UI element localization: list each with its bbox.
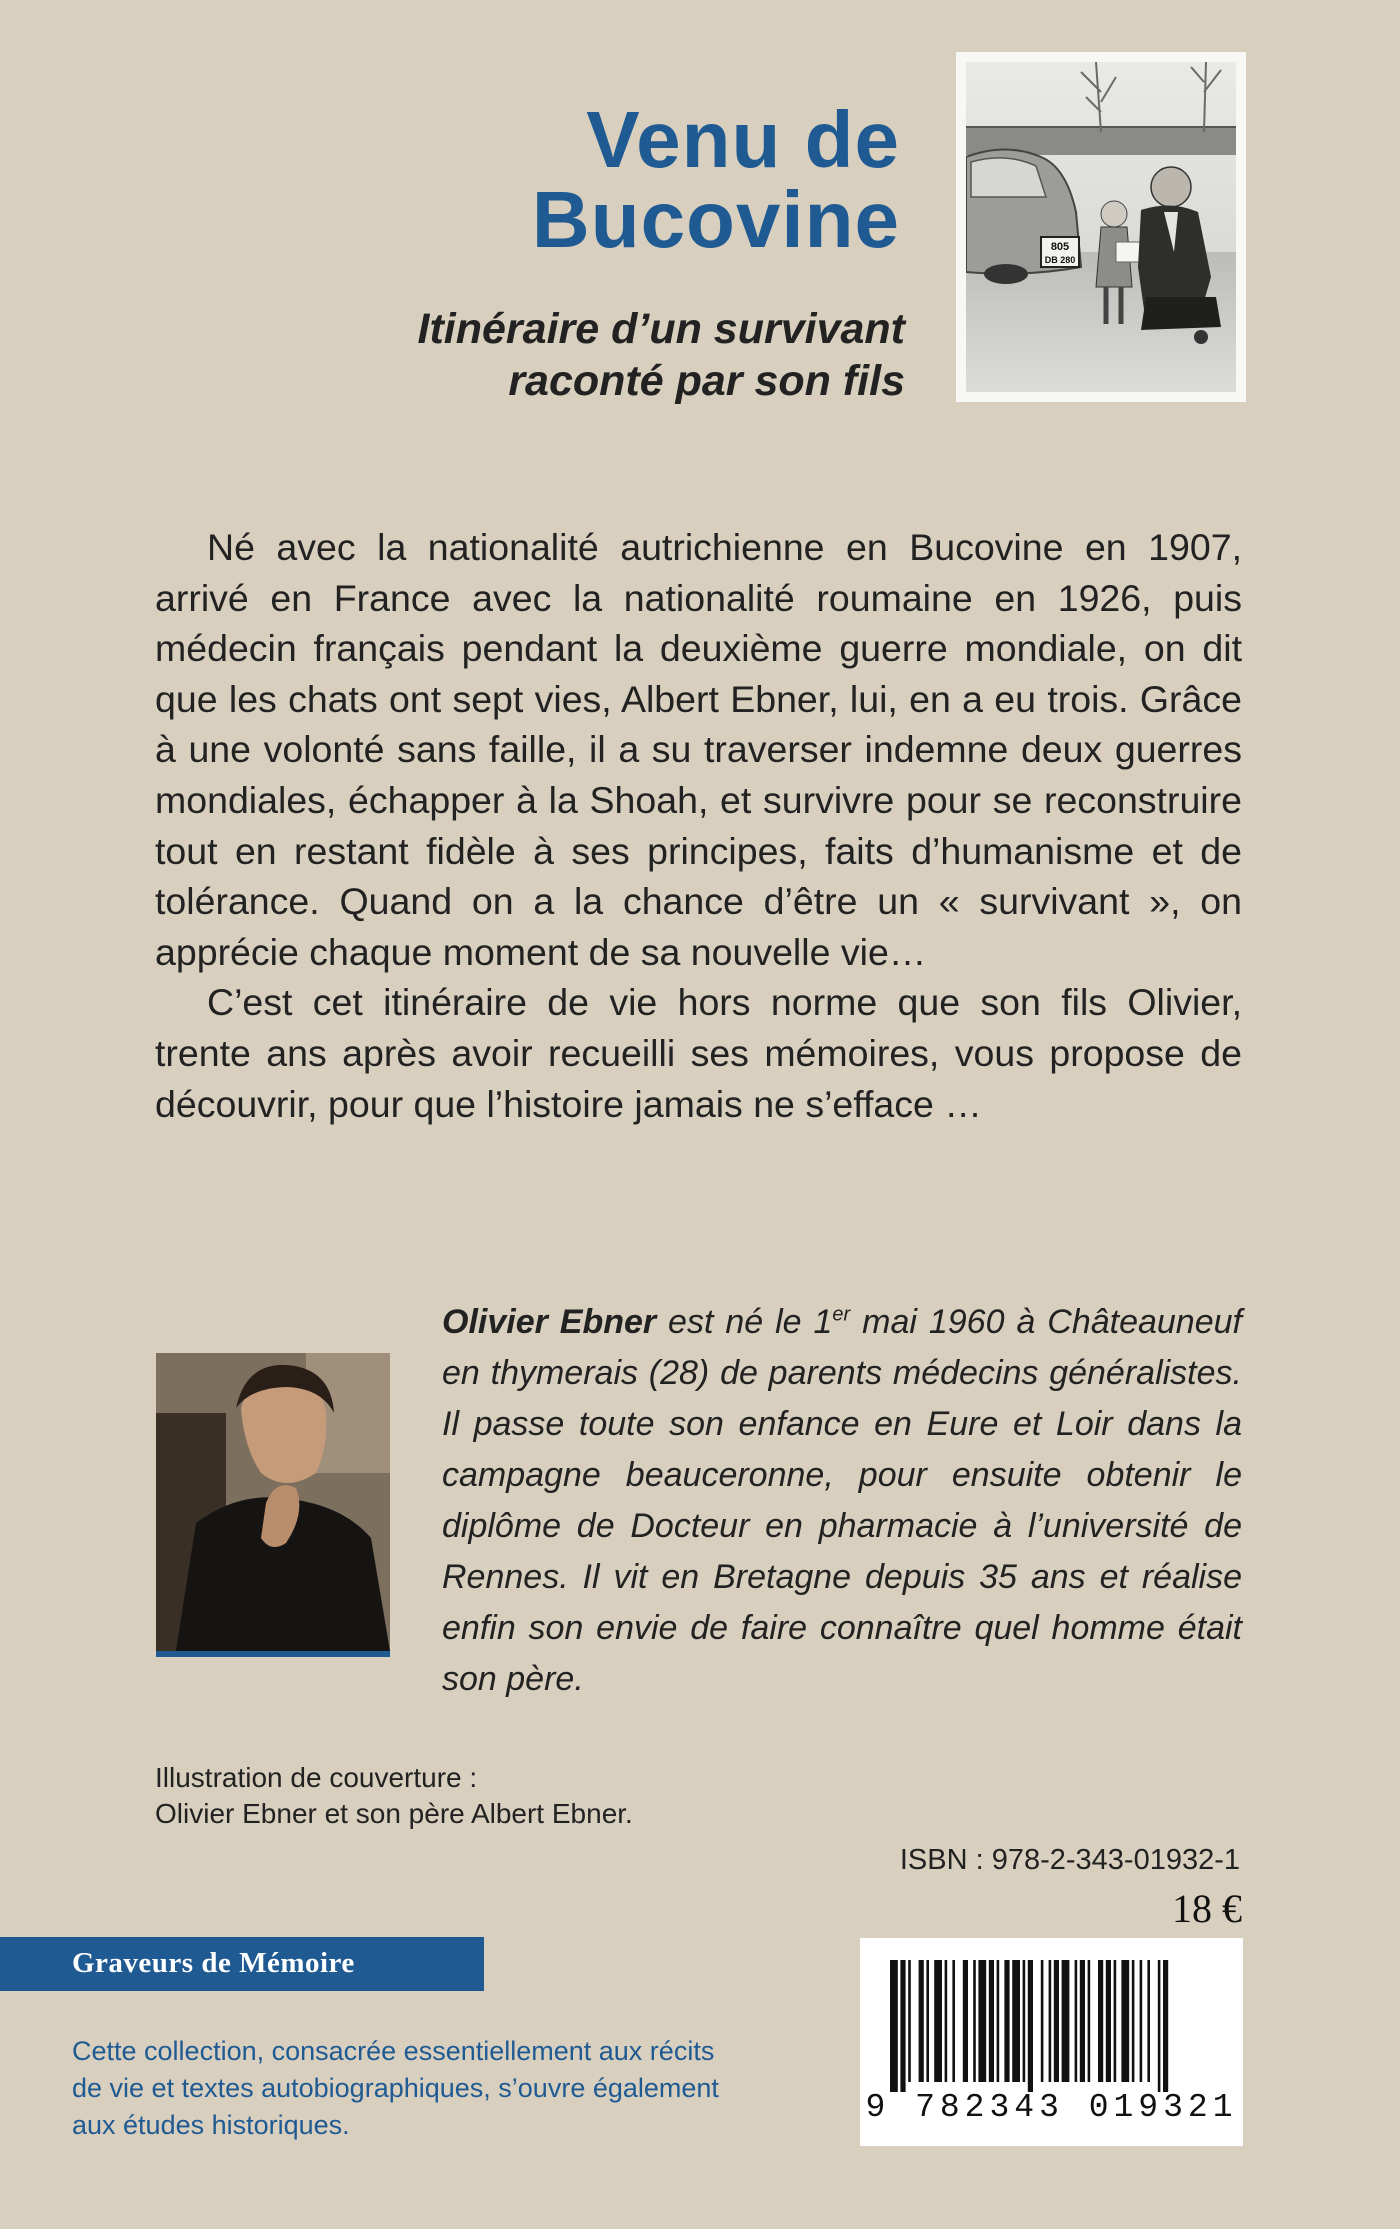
book-subtitle [418, 303, 905, 407]
back-cover-summary [155, 522, 1242, 1129]
barcode-bar [919, 1960, 924, 2082]
author-name: Olivier Ebner [442, 1303, 657, 1341]
barcode-bar [1121, 1960, 1129, 2082]
summary-paragraph-2: C’est cet itinéraire de vie hors norme que son fils Olivier, trente ans après avoir recueilli ses mémoires, vous propose de découvrir, pour que l’histoire jamais ne s’efface … [155, 981, 1242, 1125]
photo-plate-line-2: DB 280 [1044, 255, 1076, 265]
barcode-digits: 9 782343 019321 [865, 2089, 1238, 2126]
author-bio-part-2: mai 1960 à Châteauneuf en thymerais (28) de parents médecins généralistes. Il passe toute son enfance en Eure et Loir dans la campagne beauceronne, pour ensuite obtenir le diplôme de Docteur en pharmacie à l’université de Rennes. Il vit en Bretagne depuis 35 ans et réalise enfin son envie de faire connaître quel homme était son père. [442, 1303, 1242, 1698]
barcode-bar [1080, 1960, 1085, 2082]
photo-child-head [1101, 201, 1127, 227]
book-subtitle-line-1: Itinéraire d’un survivant [417, 305, 905, 353]
collection-desc-line-2: de vie et textes autobiographiques, s’ouvre également [72, 2073, 719, 2103]
credits-line-2: Olivier Ebner et son père Albert Ebner. [155, 1798, 633, 1829]
barcode-bar [1023, 1960, 1026, 2082]
barcode-bar [945, 1960, 948, 2082]
barcode-bar [1028, 1960, 1033, 2092]
photo-car-wheel [984, 264, 1028, 284]
barcode-bar [1163, 1960, 1168, 2092]
barcode [860, 1938, 1243, 2146]
collection-banner [0, 1937, 484, 1991]
photo-plate-line-1: 805 [1050, 241, 1070, 253]
barcode-bar [1012, 1960, 1020, 2082]
cover-photo-image [966, 62, 1236, 392]
barcode-bar [1132, 1960, 1135, 2082]
photo-ball [1194, 330, 1208, 344]
book-title [531, 95, 900, 264]
barcode-bar [973, 1960, 976, 2082]
barcode-bar [1041, 1960, 1044, 2082]
collection-name: Graveurs de Mémoire [72, 1947, 355, 1979]
barcode-bar [1158, 1960, 1161, 2092]
collection-desc-line-1: Cette collection, consacrée essentiellement aux récits [72, 2036, 715, 2066]
barcode-bar [1098, 1960, 1103, 2082]
collection-desc-line-3: aux études historiques. [72, 2110, 350, 2140]
author-bio [442, 1297, 1242, 1705]
barcode-bar [978, 1960, 986, 2082]
price: 18 € [1172, 1886, 1242, 1931]
barcode-bar [1088, 1960, 1091, 2082]
barcode-bar [997, 1960, 1000, 2082]
photo-man-legs [1141, 297, 1221, 330]
book-subtitle-line-2: raconté par son fils [508, 357, 905, 405]
barcode-bar [900, 1960, 905, 2092]
barcode-bar [989, 1960, 994, 2082]
author-photo [156, 1353, 390, 1657]
credits-line-1: Illustration de couverture : [155, 1762, 478, 1793]
barcode-bar [934, 1960, 942, 2082]
book-title-line-1: Venu de [586, 95, 900, 184]
author-bio-ordinal: er [832, 1303, 851, 1326]
barcode-bar [1147, 1960, 1150, 2082]
barcode-bar [1075, 1960, 1078, 2082]
cover-photo [956, 52, 1246, 402]
barcode-bar [952, 1960, 955, 2082]
barcode-bar [963, 1960, 968, 2082]
barcode-bar [1114, 1960, 1117, 2082]
barcode-bar [1106, 1960, 1111, 2082]
barcode-bar [1062, 1960, 1070, 2082]
summary-paragraph-1: Né avec la nationalité autrichienne en Bucovine en 1907, arrivé en France avec la nationalité roumaine en 1926, puis médecin français pendant la deuxième guerre mondiale, on dit que les chats ont sept vies, Albert Ebner, lui, en a eu trois. Grâce à une volonté sans faille, il a su traverser indemne deux guerres mondiales, échapper à la Shoah, et survivre pour se reconstruire tout en restant fidèle à ses principes, faits d’humanisme et de tolérance. Quand on a la chance d’être un « survivant », on apprécie chaque moment de sa nouvelle vie… [155, 526, 1242, 973]
barcode-bar [1054, 1960, 1059, 2082]
barcode-bar [1049, 1960, 1052, 2082]
photo-man-head [1151, 167, 1191, 207]
author-portrait [156, 1353, 390, 1651]
author-bio-part-1: est né le 1 [656, 1303, 833, 1341]
barcode-bar [908, 1960, 911, 2082]
barcode-bar [890, 1960, 898, 2092]
barcode-bar [1140, 1960, 1143, 2082]
illustration-credits [155, 1760, 633, 1832]
collection-description [72, 2033, 719, 2144]
barcode-bar [926, 1960, 929, 2082]
barcode-bar [1004, 1960, 1009, 2082]
isbn: ISBN : 978-2-343-01932-1 [899, 1844, 1240, 1876]
book-title-line-2: Bucovine [531, 175, 900, 264]
